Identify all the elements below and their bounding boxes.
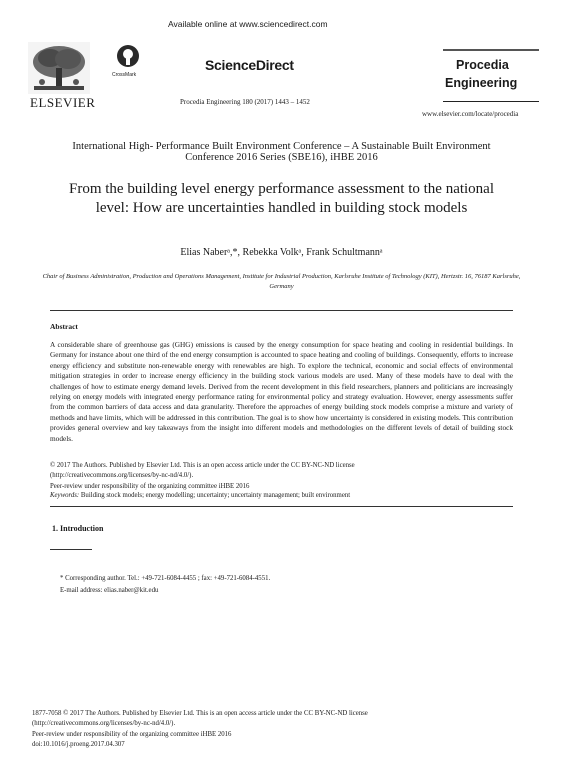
keywords-label: Keywords:: [50, 492, 80, 499]
abstract-body: A considerable share of greenhouse gas (GHG) emissions is caused by the energy consumption for space heating and cooling in residential buildings. In Germany for instance about one third of the end energy consumption is accounted to space heating and cooling of buildings. Consequently, efforts to increase energy efficiency and substitute non-renewable energy with renewables are high. To explore the technical, economic and social effects of environmental mitigation strategies in order to increase energy efficiency in the building stock various models are used. Many of these models have to deal with the challenges of how to estimate energy demand levels. Derived from the recent development in this field researchers, planners and politicians are increasingly relying on energy models with integrated energy performance rating for environmental policy and strategy evaluation. However, energy assessments suffer from the common barriers of data access and data granularity. Therefore the approaches of energy building stock models comprise a mixture and variety of methods and have limits, which will be addressed in this contribution. The goal is to show how uncertainty is considered in existing models. This contribution provides general overview and key takeaways from the insight into different models and methodologies on the different levels of detail of building stock models.: [50, 340, 513, 443]
journal-name-line1: Procedia: [456, 58, 509, 72]
publisher-name: ELSEVIER: [30, 95, 96, 110]
page-footer: [32, 709, 532, 751]
affiliation: Chair of Business Administration, Production and Operations Management, Institute for Industrial Production, Karlsruhe Institute of Technology (KIT), Hertzstr. 16, 76187 Karlsruhe, Germany: [42, 273, 521, 290]
footer-doi[interactable]: doi:10.1016/j.proeng.2017.04.307: [32, 741, 125, 749]
license-notice: [50, 461, 513, 492]
journal-reference: Procedia Engineering 180 (2017) 1443 – 1452: [180, 98, 310, 106]
author-list: Elias Naberᵃ,*, Rebekka Volkᵃ, Frank Schultmannᵃ: [180, 247, 383, 258]
footer-issn-line: 1877-7058 © 2017 The Authors. Published by Elsevier Ltd. This is an open access article under the CC BY-NC-ND license: [32, 710, 368, 717]
footnote-corresponding: * Corresponding author. Tel.: +49-721-6084-4455 ; fax: +49-721-6084-4551.: [60, 575, 271, 582]
journal-box-bottom-rule: [443, 101, 539, 102]
footer-license-link[interactable]: (http://creativecommons.org/licenses/by-nc-nd/4.0/).: [32, 720, 176, 728]
footnote-email[interactable]: E-mail address: elias.naber@kit.edu: [60, 587, 159, 594]
conference-name: International High- Performance Built Environment Conference – A Sustainable Built Environment Conference 2016 Series (SBE16), iHBE 2016: [72, 141, 491, 163]
journal-name-line2: Engineering: [445, 76, 518, 90]
footnote-rule: [50, 549, 92, 550]
elsevier-tree-logo: [28, 42, 90, 94]
journal-box-top-rule: [443, 49, 539, 51]
crossmark-icon[interactable]: [116, 44, 140, 68]
abstract-heading: Abstract: [50, 322, 78, 331]
paper-title: From the building level energy performance assessment to the national level: How are uncertainties handled in building stock models: [68, 181, 495, 216]
available-online-text: Available online at www.sciencedirect.com: [168, 19, 328, 29]
footer-peer-review: Peer-review under responsibility of the organizing committee iHBE 2016: [32, 730, 232, 738]
peer-review-line: Peer-review under responsibility of the organizing committee iHBE 2016: [50, 482, 250, 490]
keywords-list: Building stock models; energy modelling; uncertainty; uncertainty management; built environment: [79, 492, 351, 499]
license-link[interactable]: (http://creativecommons.org/licenses/by-nc-nd/4.0/).: [50, 472, 194, 480]
divider-top: [50, 310, 513, 311]
crossmark-label: CrossMark: [112, 72, 137, 78]
section-heading-introduction: 1. Introduction: [52, 524, 104, 533]
sciencedirect-logo: ScienceDirect: [205, 57, 294, 73]
divider-bottom: [50, 506, 513, 507]
license-line-1: © 2017 The Authors. Published by Elsevier Ltd. This is an open access article under the CC BY-NC-ND license: [50, 462, 355, 469]
keywords: [50, 492, 513, 499]
journal-url[interactable]: www.elsevier.com/locate/procedia: [422, 110, 519, 118]
